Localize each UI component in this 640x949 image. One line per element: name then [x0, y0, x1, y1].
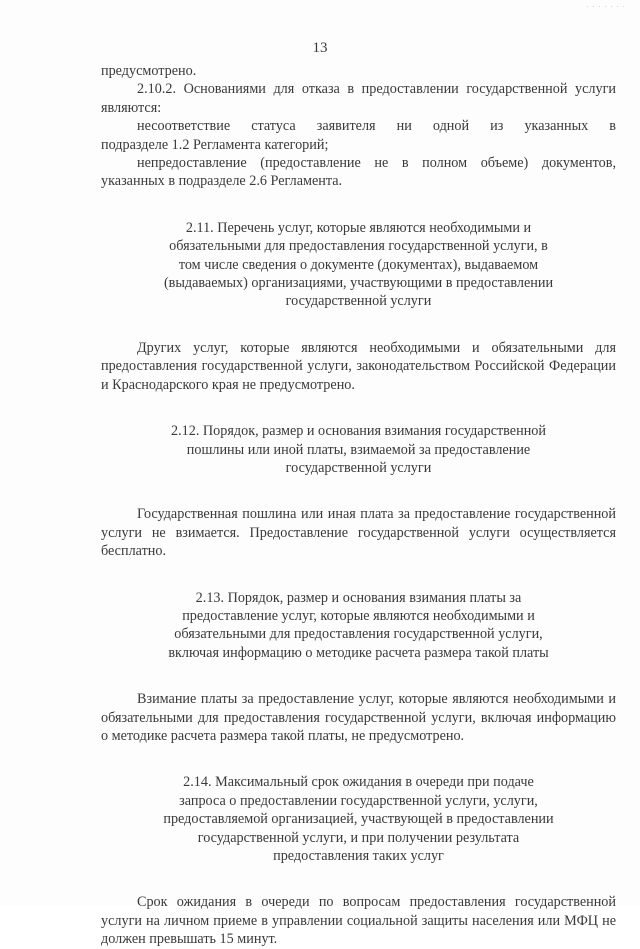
heading-line: обязательными для предоставления государственной услуги, — [174, 626, 543, 643]
document-body — [101, 62, 616, 949]
section-heading-2-13 — [101, 589, 616, 663]
heading-line: включая информацию о методике расчета размера такой платы — [168, 644, 549, 661]
heading-line: 2.13. Порядок, размер и основания взимания платы за — [195, 589, 522, 606]
section-body-2-11: Других услуг, которые являются необходимыми и обязательными для предоставления государственной услуги, законодательством Российской Федерации и Краснодарского края не предусмотрено. — [101, 339, 616, 393]
section-heading-2-14 — [101, 773, 616, 865]
section-body-2-12: Государственная пошлина или иная плата за предоставление государственной услуги не взимается. Предоставление государственной услуги осуществляется бесплатно. — [101, 506, 616, 560]
section-body-2-13: Взимание платы за предоставление услуг, которые являются необходимыми и обязательными для предоставления государственной услуги, включая информацию о методике расчета размера такой платы, не предусмотрено. — [101, 691, 616, 744]
scan-corner-mark: · · · · · · · — [586, 3, 626, 11]
heading-line: 2.11. Перечень услуг, которые являются необходимыми и — [185, 219, 532, 236]
heading-line: 2.14. Максимальный срок ожидания в очереди при подаче — [183, 774, 534, 791]
heading-line: предоставление услуг, которые являются необходимыми и — [182, 607, 535, 624]
heading-line: (выдаваемых) организациями, участвующими в предоставлении — [163, 275, 554, 292]
section-body-2-14: Срок ожидания в очереди по вопросам предоставления государственной услуги на личном приеме в управлении социальной защиты населения или МФЦ не должен превышать 15 минут. — [101, 894, 616, 948]
heading-line: государственной услуги, и при получении результата — [197, 829, 520, 846]
section-heading-2-11 — [101, 219, 616, 311]
paragraph-2-10-2-item2: непредоставление (предоставление не в полном объеме) документов, указанных в подразделе 2.6 Регламента. — [101, 155, 616, 190]
heading-line: предоставления таких услуг — [273, 848, 444, 864]
heading-line: 2.12. Порядок, размер и основания взимания государственной — [171, 423, 546, 440]
paragraph-2-10-2-intro: 2.10.2. Основаниями для отказа в предоставлении государственной услуги являются: — [101, 81, 616, 116]
continuation-text: предусмотрено. — [101, 63, 197, 79]
heading-line: обязательными для предоставления государственной услуги, в — [169, 238, 548, 255]
heading-line: запроса о предоставлении государственной услуги, услуги, — [179, 792, 538, 809]
section-heading-2-12 — [101, 422, 616, 477]
paragraph-2-10-2-item1-line2: подразделе 1.2 Регламента категорий; — [101, 136, 329, 153]
paragraph-2-10-2-item1-line1: несоответствие статуса заявителя ни одной из указанных в — [137, 118, 616, 135]
heading-line: государственной услуги — [285, 459, 432, 476]
heading-line: пошлины или иной платы, взимаемой за предоставление — [186, 441, 531, 458]
heading-line: том числе сведения о документе (документах), выдаваемом — [178, 256, 539, 273]
heading-line: предоставляемой организацией, участвующей в предоставлении — [163, 811, 554, 828]
heading-line: государственной услуги — [285, 293, 432, 310]
page-number: 13 — [312, 40, 328, 56]
